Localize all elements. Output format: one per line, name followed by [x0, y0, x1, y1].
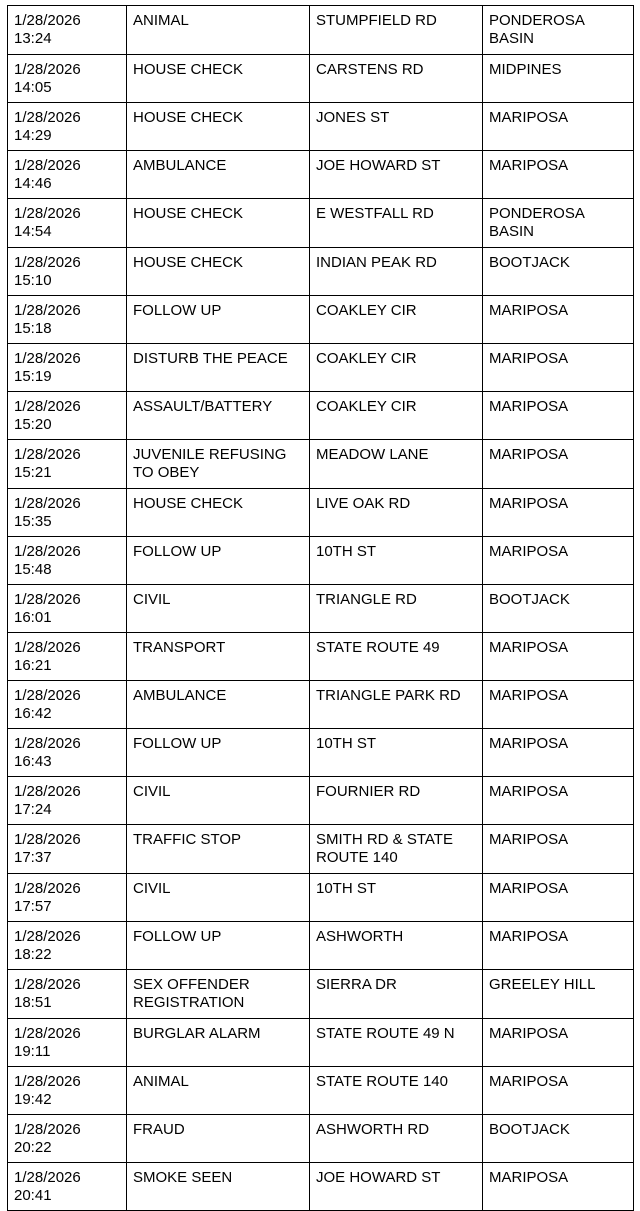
area-cell: PONDEROSA BASIN — [483, 199, 634, 248]
table-row — [8, 922, 634, 970]
call-log-table — [7, 5, 634, 1211]
location-cell: STATE ROUTE 49 — [310, 633, 483, 681]
table-row — [8, 777, 634, 825]
location-cell: E WESTFALL RD — [310, 199, 483, 248]
area-cell: GREELEY HILL — [483, 970, 634, 1019]
datetime-cell: 1/28/2026 18:51 — [8, 970, 127, 1019]
location-cell: JONES ST — [310, 103, 483, 151]
call-type-cell: HOUSE CHECK — [127, 103, 310, 151]
call-type-cell: ASSAULT/BATTERY — [127, 392, 310, 440]
location-cell: SMITH RD & STATE ROUTE 140 — [310, 825, 483, 874]
table-row — [8, 344, 634, 392]
area-cell: MARIPOSA — [483, 729, 634, 777]
area-cell: MARIPOSA — [483, 151, 634, 199]
location-cell: 10TH ST — [310, 729, 483, 777]
call-type-cell: CIVIL — [127, 874, 310, 922]
table-row — [8, 825, 634, 874]
call-type-cell: HOUSE CHECK — [127, 248, 310, 296]
datetime-cell: 1/28/2026 14:05 — [8, 55, 127, 103]
call-type-cell: FOLLOW UP — [127, 922, 310, 970]
location-cell: 10TH ST — [310, 874, 483, 922]
location-cell: JOE HOWARD ST — [310, 151, 483, 199]
table-row — [8, 296, 634, 344]
call-type-cell: DISTURB THE PEACE — [127, 344, 310, 392]
call-type-cell: FOLLOW UP — [127, 537, 310, 585]
datetime-cell: 1/28/2026 15:18 — [8, 296, 127, 344]
datetime-cell: 1/28/2026 16:43 — [8, 729, 127, 777]
datetime-cell: 1/28/2026 13:24 — [8, 6, 127, 55]
location-cell: STATE ROUTE 49 N — [310, 1019, 483, 1067]
location-cell: LIVE OAK RD — [310, 489, 483, 537]
datetime-cell: 1/28/2026 20:22 — [8, 1115, 127, 1163]
table-row — [8, 440, 634, 489]
call-type-cell: SMOKE SEEN — [127, 1163, 310, 1211]
call-type-cell: TRANSPORT — [127, 633, 310, 681]
table-row — [8, 55, 634, 103]
table-row — [8, 1067, 634, 1115]
datetime-cell: 1/28/2026 14:46 — [8, 151, 127, 199]
area-cell: MARIPOSA — [483, 440, 634, 489]
call-type-cell: HOUSE CHECK — [127, 199, 310, 248]
location-cell: STUMPFIELD RD — [310, 6, 483, 55]
datetime-cell: 1/28/2026 18:22 — [8, 922, 127, 970]
table-row — [8, 633, 634, 681]
area-cell: MARIPOSA — [483, 681, 634, 729]
call-type-cell: SEX OFFENDER REGISTRATION — [127, 970, 310, 1019]
call-type-cell: FRAUD — [127, 1115, 310, 1163]
table-row — [8, 537, 634, 585]
table-row — [8, 1019, 634, 1067]
area-cell: MARIPOSA — [483, 825, 634, 874]
table-row — [8, 874, 634, 922]
location-cell: COAKLEY CIR — [310, 392, 483, 440]
area-cell: MARIPOSA — [483, 1163, 634, 1211]
location-cell: INDIAN PEAK RD — [310, 248, 483, 296]
call-type-cell: HOUSE CHECK — [127, 55, 310, 103]
table-row — [8, 681, 634, 729]
location-cell: JOE HOWARD ST — [310, 1163, 483, 1211]
location-cell: FOURNIER RD — [310, 777, 483, 825]
area-cell: PONDEROSA BASIN — [483, 6, 634, 55]
location-cell: COAKLEY CIR — [310, 344, 483, 392]
table-row — [8, 6, 634, 55]
table-row — [8, 199, 634, 248]
table-row — [8, 585, 634, 633]
area-cell: MARIPOSA — [483, 922, 634, 970]
datetime-cell: 1/28/2026 15:20 — [8, 392, 127, 440]
datetime-cell: 1/28/2026 14:54 — [8, 199, 127, 248]
area-cell: MIDPINES — [483, 55, 634, 103]
call-type-cell: HOUSE CHECK — [127, 489, 310, 537]
table-row — [8, 151, 634, 199]
datetime-cell: 1/28/2026 19:42 — [8, 1067, 127, 1115]
area-cell: MARIPOSA — [483, 1067, 634, 1115]
call-type-cell: AMBULANCE — [127, 151, 310, 199]
area-cell: MARIPOSA — [483, 296, 634, 344]
datetime-cell: 1/28/2026 17:57 — [8, 874, 127, 922]
area-cell: MARIPOSA — [483, 777, 634, 825]
area-cell: MARIPOSA — [483, 344, 634, 392]
datetime-cell: 1/28/2026 20:41 — [8, 1163, 127, 1211]
location-cell: TRIANGLE RD — [310, 585, 483, 633]
call-type-cell: ANIMAL — [127, 6, 310, 55]
location-cell: MEADOW LANE — [310, 440, 483, 489]
location-cell: COAKLEY CIR — [310, 296, 483, 344]
datetime-cell: 1/28/2026 16:01 — [8, 585, 127, 633]
datetime-cell: 1/28/2026 19:11 — [8, 1019, 127, 1067]
location-cell: STATE ROUTE 140 — [310, 1067, 483, 1115]
call-type-cell: ANIMAL — [127, 1067, 310, 1115]
call-type-cell: AMBULANCE — [127, 681, 310, 729]
datetime-cell: 1/28/2026 15:10 — [8, 248, 127, 296]
area-cell: MARIPOSA — [483, 874, 634, 922]
location-cell: 10TH ST — [310, 537, 483, 585]
area-cell: MARIPOSA — [483, 103, 634, 151]
table-row — [8, 970, 634, 1019]
call-type-cell: BURGLAR ALARM — [127, 1019, 310, 1067]
datetime-cell: 1/28/2026 17:24 — [8, 777, 127, 825]
table-row — [8, 729, 634, 777]
table-row — [8, 1115, 634, 1163]
table-row — [8, 248, 634, 296]
datetime-cell: 1/28/2026 15:48 — [8, 537, 127, 585]
location-cell: CARSTENS RD — [310, 55, 483, 103]
call-type-cell: FOLLOW UP — [127, 296, 310, 344]
datetime-cell: 1/28/2026 15:21 — [8, 440, 127, 489]
datetime-cell: 1/28/2026 16:21 — [8, 633, 127, 681]
table-row — [8, 1163, 634, 1211]
area-cell: MARIPOSA — [483, 1019, 634, 1067]
table-row — [8, 392, 634, 440]
location-cell: ASHWORTH — [310, 922, 483, 970]
call-type-cell: TRAFFIC STOP — [127, 825, 310, 874]
call-type-cell: CIVIL — [127, 777, 310, 825]
datetime-cell: 1/28/2026 15:35 — [8, 489, 127, 537]
area-cell: MARIPOSA — [483, 633, 634, 681]
location-cell: SIERRA DR — [310, 970, 483, 1019]
datetime-cell: 1/28/2026 14:29 — [8, 103, 127, 151]
area-cell: BOOTJACK — [483, 585, 634, 633]
call-type-cell: FOLLOW UP — [127, 729, 310, 777]
area-cell: MARIPOSA — [483, 489, 634, 537]
table-row — [8, 489, 634, 537]
datetime-cell: 1/28/2026 16:42 — [8, 681, 127, 729]
call-type-cell: JUVENILE REFUSING TO OBEY — [127, 440, 310, 489]
table-row — [8, 103, 634, 151]
area-cell: BOOTJACK — [483, 248, 634, 296]
area-cell: BOOTJACK — [483, 1115, 634, 1163]
datetime-cell: 1/28/2026 17:37 — [8, 825, 127, 874]
area-cell: MARIPOSA — [483, 392, 634, 440]
location-cell: TRIANGLE PARK RD — [310, 681, 483, 729]
call-type-cell: CIVIL — [127, 585, 310, 633]
datetime-cell: 1/28/2026 15:19 — [8, 344, 127, 392]
area-cell: MARIPOSA — [483, 537, 634, 585]
location-cell: ASHWORTH RD — [310, 1115, 483, 1163]
